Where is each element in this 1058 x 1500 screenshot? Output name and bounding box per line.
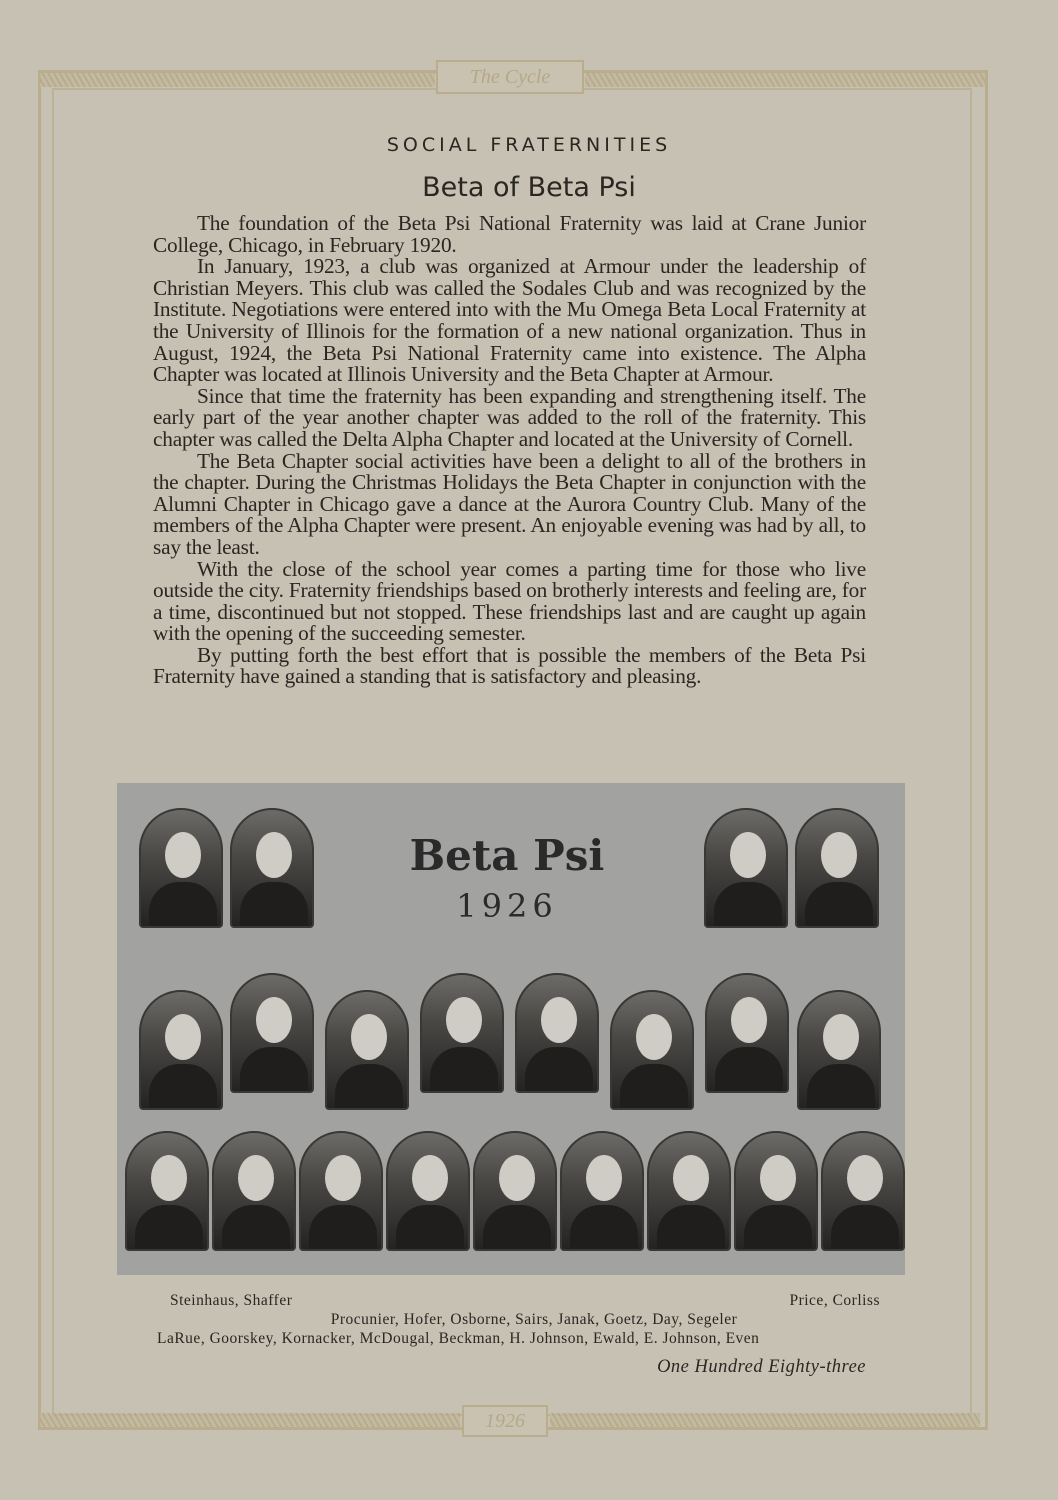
member-portrait <box>610 990 694 1110</box>
footer-year: 1926 <box>462 1405 548 1437</box>
caption-row2: Procunier, Hofer, Osborne, Sairs, Janak, Goetz, Day, Segeler <box>330 1311 738 1328</box>
member-portrait <box>386 1131 470 1251</box>
member-portrait <box>515 973 599 1093</box>
member-portrait <box>473 1131 557 1251</box>
member-portrait <box>734 1131 818 1251</box>
member-portrait <box>139 990 223 1110</box>
member-portrait <box>795 808 879 928</box>
paragraph: The foundation of the Beta Psi National Fraternity was laid at Crane Junior College, Chicago, in February 1920. <box>153 211 866 257</box>
photo-year: 1926 <box>456 887 558 925</box>
article-body <box>153 213 866 688</box>
photo-title: Beta Psi <box>409 831 605 880</box>
paragraph: By putting forth the best effort that is possible the members of the Beta Psi Fraternity have gained a standing that is satisfactory and pleasing. <box>153 642 866 689</box>
paragraph: In January, 1923, a club was organized at Armour under the leadership of Christian Meyers. This club was called the Sodales Club and was recognized by the Institute. Negotiations were entered into with the Mu Omega Beta Local Fraternity at the University of Illinois for the formation of a new national organization. Thus in August, 1924, the Beta Psi National Fraternity came into existence. The Alpha Chapter was located at Illinois University and the Beta Chapter at Armour. <box>153 254 866 387</box>
member-portrait <box>821 1131 905 1251</box>
member-portrait <box>230 973 314 1093</box>
member-portrait <box>797 990 881 1110</box>
page-title: Beta of Beta Psi <box>422 172 636 203</box>
member-portrait <box>139 808 223 928</box>
member-portrait <box>299 1131 383 1251</box>
member-portrait <box>125 1131 209 1251</box>
caption-row1-right: Price, Corliss <box>789 1292 880 1309</box>
caption-row3: LaRue, Goorskey, Kornacker, McDougal, Beckman, H. Johnson, Ewald, E. Johnson, Even <box>157 1330 760 1347</box>
ornament-band-bottom-right <box>550 1413 980 1427</box>
ornament-band-top-left <box>40 73 435 87</box>
member-portrait <box>705 973 789 1093</box>
member-portrait <box>560 1131 644 1251</box>
running-title: The Cycle <box>436 60 584 94</box>
ornament-band-top-right <box>585 73 985 87</box>
paragraph: With the close of the school year comes a parting time for those who live outside the city. Fraternity friendships based on brotherly interests and feeling are, for a time, discontinued but not stopped. These friendships last and are caught up again with the opening of the succeeding semester. <box>153 556 866 646</box>
member-portrait <box>212 1131 296 1251</box>
member-portrait <box>230 808 314 928</box>
member-portrait <box>325 990 409 1110</box>
ornament-band-bottom-left <box>40 1413 460 1427</box>
member-portrait <box>420 973 504 1093</box>
page-number: One Hundred Eighty-three <box>657 1357 866 1377</box>
caption-row1-left: Steinhaus, Shaffer <box>170 1292 293 1309</box>
section-heading: SOCIAL FRATERNITIES <box>386 134 672 156</box>
member-portrait <box>647 1131 731 1251</box>
group-photo-composite <box>117 783 905 1275</box>
paragraph: The Beta Chapter social activities have been a delight to all of the brothers in the chapter. During the Christmas Holidays the Beta Chapter in conjunction with the Alumni Chapter in Chicago gave a dance at the Aurora Country Club. Many of the members of the Alpha Chapter were present. An enjoyable evening was had by all, to say the least. <box>153 448 866 559</box>
paragraph: Since that time the fraternity has been expanding and strengthening itself. The early part of the year another chapter was added to the roll of the fraternity. This chapter was called the Delta Alpha Chapter and located at the University of Cornell. <box>153 383 866 451</box>
member-portrait <box>704 808 788 928</box>
